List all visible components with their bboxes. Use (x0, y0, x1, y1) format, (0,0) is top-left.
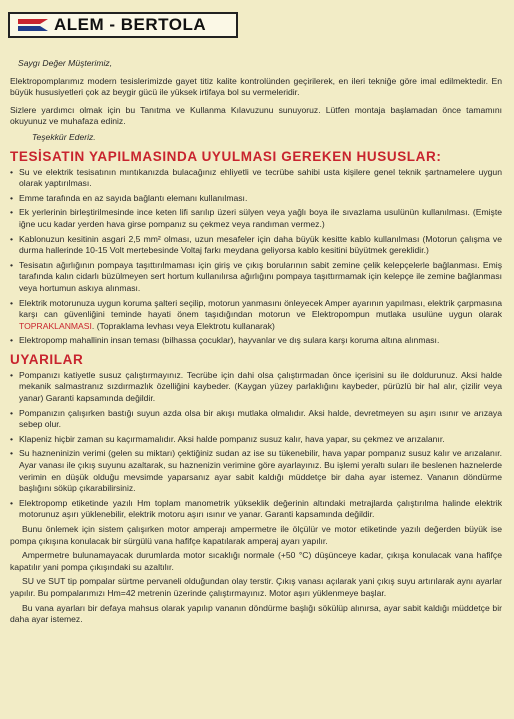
warnings-list (10, 370, 502, 521)
body-paragraph: Ampermetre bulunamayacak durumlarda motor sıcaklığı normale (+50 °C) düşünceye kadar, çıkışa konulacak vana hafifçe kapatılır yani pompa çıkışındaki su azaltılır. (10, 550, 502, 572)
list-item: • Pompanızın çalışırken bastığı suyun azda olsa bir akışı mutlaka olmalıdır. Aksi halde, devretmeyen su aşırı ısınır ve arızaya sebep olur. (10, 407, 502, 430)
intro-paragraph-2: Sizlere yardımcı olmak için bu Tanıtma ve Kullanma Kılavuzunu sunuyoruz. Lütfen montaja başlamadan önce tamamını okuyunuz ve muhafaza ediniz. (10, 104, 502, 127)
brand-mark-icon (18, 16, 48, 34)
thanks-note: Teşekkür Ederiz. (32, 131, 96, 142)
body-paragraph: Bunu önlemek için sistem çalışırken motor amperajı ampermetre ile ölçülür ve motor etiketinde yazılı değerden büyük ise pompa çıkışına konulacak bir sürgülü vana hafifçe kapatılarak amperaj ayarı yapılır. (10, 524, 502, 546)
section-title-installation: TESİSATIN YAPILMASINDA UYULMASI GEREKEN HUSUSLAR: (10, 148, 442, 164)
list-item: • Tesisatın ağırlığının pompaya taşıttırılmaması için giriş ve çıkış borularının sabit zemine çelik kelepçelerle bağlanması. Emiş tarafında kalın cidarlı büzülmeyen sert hortum kullanılırsa ağırlığını pompaya taşıttırmamak için kelepçe ile zemine bağlanması veya hortumun askıya alınması. (10, 259, 502, 293)
brand-name: ALEM - BERTOLA (54, 15, 207, 34)
greeting: Saygı Değer Müşterimiz, (18, 58, 113, 68)
list-item-grounding: • Elektrik motorunuza uygun koruma şalteri seçilip, motorun yanmasını önleyecek Amper ayarının yapılması, elektrik çarpmasına karşı can güvenliğini teminde hayati önem taşıdığından motorun ve Elektropompun mutlaka usulüne uygun olarak TOPRAKLANMASI. (Topraklama levhası veya Elektrotu kullanarak) (10, 297, 502, 331)
list-item: • Su ve elektrik tesisatının mıntıkanızda bulacağınız ehliyetli ve tecrübe sahibi usta kişilere genel teknik şartnamelere uygun olarak yaptırılması. (10, 166, 502, 189)
section-title-warnings: UYARILAR (10, 351, 84, 367)
brand-logo (8, 12, 238, 38)
grounding-highlight: TOPRAKLANMASI (19, 320, 92, 331)
list-item: • Klapeniz hiçbir zaman su kaçırmamalıdır. Aksi halde pompanız susuz kalır, hava yapar, su çekmez ve arızalanır. (10, 433, 445, 444)
body-paragraph: SU ve SUT tip pompalar sürtme pervaneli olduğundan olay terstir. Çıkış vanası açılarak yani çıkış suyu artırılarak aynı ayarlar yapılır. Bu pompalarımızı Hm=42 metrenin üzerinde çalıştırmayınız. Motor aşırı yüklenmeye başlar. (10, 576, 502, 598)
list-item: • Kablonuzun kesitinin asgari 2,5 mm² olması, uzun mesafeler için daha büyük kesitte kablo kullanılması (Motorun çalışma ve durma hallerinde 10-15 Volt mertebesinde Voltaj farkı meydana geliyorsa kablo kesitini büyütmek gereklidir.) (10, 233, 502, 256)
installation-list (10, 167, 502, 347)
document-body (10, 58, 502, 629)
list-item: • Emme tarafında en az sayıda bağlantı elemanı kullanılması. (10, 192, 248, 203)
list-item: • Elektropomp mahallinin insan teması (bilhassa çocuklar), hayvanlar ve dış sulara karşı koruma altına alınması. (10, 335, 440, 346)
list-item: • Pompanızı katiyetle susuz çalıştırmayınız. Tecrübe için dahi olsa çalıştırmadan önce içerisini su ile doldurunuz. Aksi halde mekanik salmastranız sızdırmazlık özelliğini kaybeder. (Kaygan yüzey parlaklığını kaybeder, pürüzlü bir hal alır, çizilir veya yanar) Garanti kapsamında değildir. (10, 369, 502, 404)
list-item: • Su hazneninizin verimi (gelen su miktarı) çektiğiniz sudan az ise su tükenebilir, hava yapar pompanız susuz kalır ve arızalanır. Ayar vanası ile çıkış suyunu azaltarak, su haznenizin verimine göre ayarlayınız. Bu işlemi yeraltı suları ile beslenen haznelerde verimin en düşük olduğu mevsimde yaparsanız ayar sabit kaldığı müddetçe bir daha ayar istemez. Vananın döndürme başlığını söküp çıkarabilirsiniz. (10, 448, 502, 494)
list-item: • Ek yerlerinin birleştirilmesinde ince keten lifi sarılıp üzeri sülyen veya yağlı boya ile sıvazlama usulünün kullanılması. (Emişte iğne ucu kadar yerden hava girse pompanız su çekmez veya randıman vermez.) (10, 207, 502, 229)
body-paragraph: Bu vana ayarları bir defaya mahsus olarak yapılıp vananın döndürme başlığı sökülüp alınırsa, ayar sabit kaldığı müddetçe bir daha ayar istemez. (10, 602, 502, 625)
intro-paragraph-1: Elektropomplarımız modern tesislerimizde gayet titiz kalite kontrolünden geçirilerek, en ileri tekniğe göre imal edilmektedir. En büyük hususiyetleri çok az beygir gücü ile yüksek irtifaya bol su vermeleridir. (10, 75, 502, 98)
list-item: • Elektropomp etiketinde yazılı Hm toplam manometrik yükseklik değerinin altındaki metrajlarda çalıştırılma halinde elektrik motorunuz aşırı yüklenebilir, elektrik motoru aşırı ısınır ve yanar. Garanti kapsamında değildir. (10, 497, 502, 520)
